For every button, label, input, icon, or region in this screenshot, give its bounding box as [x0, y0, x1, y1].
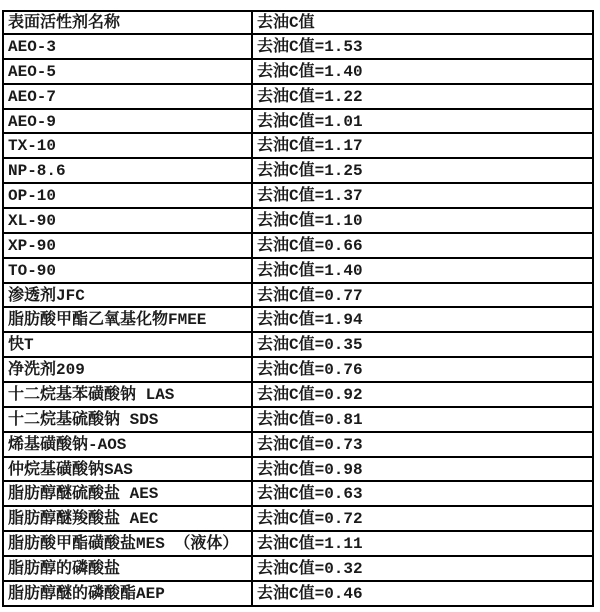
table-row	[3, 506, 593, 531]
c-value-cell: 去油C值=1.40	[252, 258, 593, 283]
table-body	[3, 34, 593, 606]
surfactant-name-cell: OP-10	[3, 183, 252, 208]
table-row	[3, 208, 593, 233]
header-row	[3, 11, 593, 34]
c-value-cell: 去油C值=1.37	[252, 183, 593, 208]
table-row	[3, 233, 593, 258]
table-row	[3, 581, 593, 606]
c-value-cell: 去油C值=0.81	[252, 407, 593, 432]
surfactant-name-cell: XP-90	[3, 233, 252, 258]
header-surfactant-name: 表面活性剂名称	[3, 11, 252, 34]
surfactant-name-cell: 脂肪醇醚硫酸盐 AES	[3, 481, 252, 506]
table-row	[3, 133, 593, 158]
c-value-cell: 去油C值=0.92	[252, 382, 593, 407]
table-row	[3, 531, 593, 556]
surfactant-name-cell: AEO-9	[3, 109, 252, 134]
table-row	[3, 158, 593, 183]
surfactant-name-cell: NP-8.6	[3, 158, 252, 183]
table-row	[3, 457, 593, 482]
surfactant-name-cell: 脂肪醇醚的磷酸酯AEP	[3, 581, 252, 606]
c-value-cell: 去油C值=1.11	[252, 531, 593, 556]
table-row	[3, 34, 593, 59]
table-row	[3, 258, 593, 283]
c-value-cell: 去油C值=1.25	[252, 158, 593, 183]
c-value-cell: 去油C值=0.46	[252, 581, 593, 606]
c-value-cell: 去油C值=0.66	[252, 233, 593, 258]
c-value-cell: 去油C值=0.72	[252, 506, 593, 531]
surfactant-table	[2, 10, 594, 607]
table-row	[3, 59, 593, 84]
table-row	[3, 109, 593, 134]
table-row	[3, 357, 593, 382]
table-row	[3, 407, 593, 432]
table-row	[3, 481, 593, 506]
surfactant-name-cell: AEO-7	[3, 84, 252, 109]
table-row	[3, 307, 593, 332]
c-value-cell: 去油C值=0.35	[252, 332, 593, 357]
table-row	[3, 332, 593, 357]
c-value-cell: 去油C值=0.32	[252, 556, 593, 581]
table-row	[3, 556, 593, 581]
c-value-cell: 去油C值=1.22	[252, 84, 593, 109]
c-value-cell: 去油C值=0.63	[252, 481, 593, 506]
c-value-cell: 去油C值=1.01	[252, 109, 593, 134]
c-value-cell: 去油C值=0.77	[252, 283, 593, 308]
surfactant-name-cell: 仲烷基磺酸钠SAS	[3, 457, 252, 482]
table-row	[3, 283, 593, 308]
table-row	[3, 84, 593, 109]
c-value-cell: 去油C值=1.17	[252, 133, 593, 158]
surfactant-name-cell: 脂肪醇醚羧酸盐 AEC	[3, 506, 252, 531]
surfactant-name-cell: 烯基磺酸钠-AOS	[3, 432, 252, 457]
surfactant-name-cell: 十二烷基硫酸钠 SDS	[3, 407, 252, 432]
c-value-cell: 去油C值=0.76	[252, 357, 593, 382]
table-row	[3, 183, 593, 208]
surfactant-name-cell: 渗透剂JFC	[3, 283, 252, 308]
surfactant-name-cell: TO-90	[3, 258, 252, 283]
c-value-cell: 去油C值=1.53	[252, 34, 593, 59]
c-value-cell: 去油C值=0.73	[252, 432, 593, 457]
surfactant-name-cell: 净洗剂209	[3, 357, 252, 382]
surfactant-name-cell: TX-10	[3, 133, 252, 158]
surfactant-name-cell: 脂肪醇的磷酸盐	[3, 556, 252, 581]
surfactant-name-cell: XL-90	[3, 208, 252, 233]
c-value-cell: 去油C值=1.94	[252, 307, 593, 332]
surfactant-name-cell: 脂肪酸甲酯乙氧基化物FMEE	[3, 307, 252, 332]
surfactant-name-cell: 十二烷基苯磺酸钠 LAS	[3, 382, 252, 407]
surfactant-name-cell: AEO-5	[3, 59, 252, 84]
surfactant-name-cell: 快T	[3, 332, 252, 357]
table-row	[3, 382, 593, 407]
c-value-cell: 去油C值=1.10	[252, 208, 593, 233]
surfactant-name-cell: AEO-3	[3, 34, 252, 59]
table-row	[3, 432, 593, 457]
header-c-value: 去油C值	[252, 11, 593, 34]
c-value-cell: 去油C值=0.98	[252, 457, 593, 482]
table-container	[2, 10, 594, 607]
c-value-cell: 去油C值=1.40	[252, 59, 593, 84]
surfactant-name-cell: 脂肪酸甲酯磺酸盐MES （液体）	[3, 531, 252, 556]
